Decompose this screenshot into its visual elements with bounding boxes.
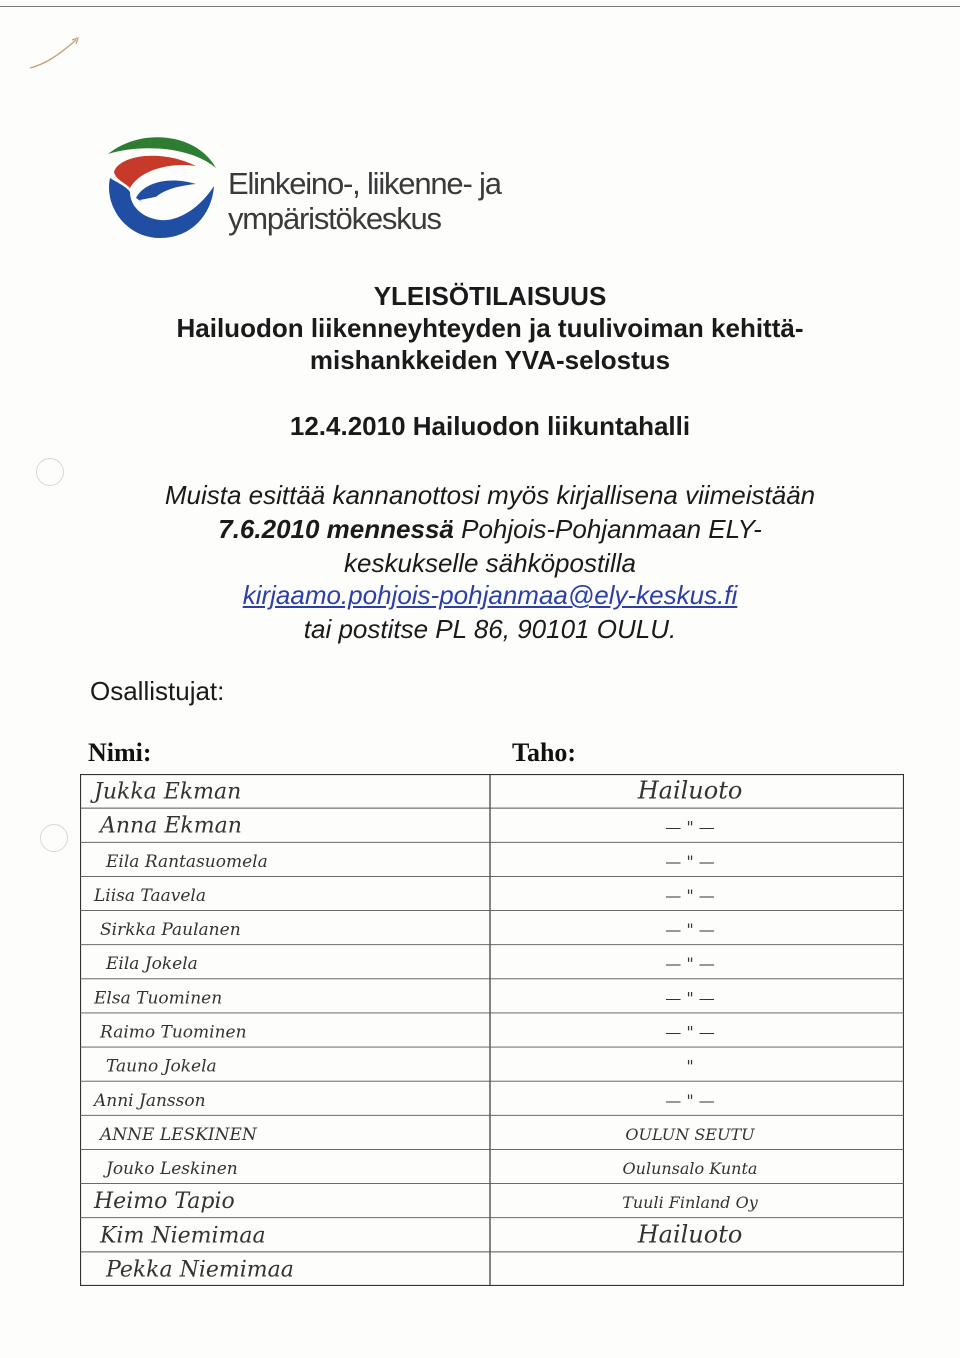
participant-name: Raimo Tuominen [100,1022,247,1043]
event-date-place: 12.4.2010 Hailuodon liikuntahalli [289,411,691,441]
participant-org: " [686,1056,694,1076]
document-subtitle-line1: Hailuodon liikenneyhteyden ja tuulivoiman kehittä- [176,313,804,343]
participant-org: — " — [665,1090,715,1110]
participant-org: OULUN SEUTU [625,1124,755,1144]
participant-org: Hailuoto [637,776,743,805]
participant-org: Hailuoto [637,1220,743,1249]
participant-org: — " — [665,954,715,974]
pen-stroke-mark [26,34,86,74]
notice-postal-line: tai postitse PL 86, 90101 OULU. [303,614,677,644]
participant-org: — " — [665,1022,715,1042]
organization-name-line1: Elinkeino-, liikenne- ja [228,166,501,201]
participant-name: Jukka Ekman [94,779,242,805]
participant-org: — " — [665,988,715,1008]
participant-name: Pekka Niemimaa [106,1257,294,1283]
punch-hole-bottom [40,824,68,852]
participant-name: Liisa Taavela [94,885,206,906]
notice-line1: Muista esittää kannanottosi myös kirjallisena viimeistään [164,480,816,510]
participant-org: — " — [665,817,715,837]
organization-name-line2: ympäristökeskus [228,201,441,236]
participants-label: Osallistujat: [90,676,225,706]
notice-line2 [60,512,920,546]
participant-org: — " — [665,851,715,871]
column-header-org: Taho: [512,738,577,767]
participant-name: Anni Jansson [94,1090,206,1111]
participant-name: Elsa Tuominen [94,988,223,1009]
document-title: YLEISÖTILAISUUS [373,281,607,311]
participant-name: Eila Rantasuomela [106,851,268,872]
participant-org: Oulunsalo Kunta [622,1159,758,1179]
participant-org: — " — [665,885,715,905]
participant-name: Kim Niemimaa [100,1223,266,1249]
notice-deadline: 7.6.2010 mennessä [218,514,454,544]
notice-email-link[interactable]: kirjaamo.pohjois-pohjanmaa@ely-keskus.fi [242,580,738,610]
participant-table [80,774,904,1291]
notice-line3: keskukselle sähköpostilla [344,548,636,578]
ely-logo-icon [100,126,220,246]
column-header-name: Nimi: [88,738,152,767]
participant-name: Heimo Tapio [94,1189,235,1215]
participant-org: Tuuli Finland Oy [622,1193,758,1213]
participant-name: Jouko Leskinen [106,1159,238,1180]
top-edge-rule [0,6,960,7]
organization-name [228,166,501,236]
participant-name: ANNE LESKINEN [100,1124,257,1145]
participant-name: Tauno Jokela [106,1056,217,1077]
participant-name: Anna Ekman [100,813,242,839]
notice-email-line [60,578,920,612]
notice-line2-rest: Pohjois-Pohjanmaan ELY- [453,514,762,544]
document-subtitle-line2: mishankkeiden YVA-selostus [309,345,671,375]
participant-name: Eila Jokela [106,954,198,975]
participant-table-grid [80,774,904,1286]
participant-org: — " — [665,920,715,940]
participant-name: Sirkka Paulanen [100,920,241,941]
